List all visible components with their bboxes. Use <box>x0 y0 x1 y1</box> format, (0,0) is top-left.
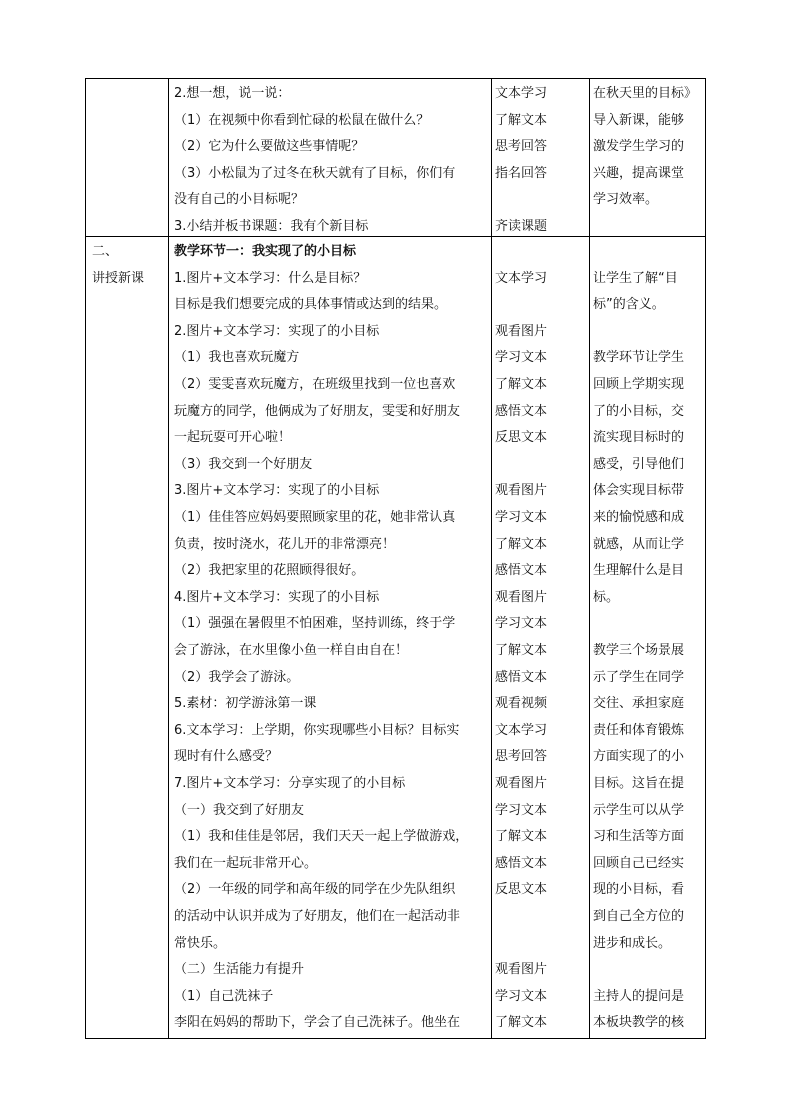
design-intent-line: 在秋天里的目标》 <box>593 86 698 101</box>
design-intent-line: 学习效率。 <box>593 192 659 208</box>
design-intent-line: 生理解什么是目 <box>593 563 685 579</box>
design-intent-line: 到自己全方位的 <box>593 909 685 924</box>
content-line: 3.小结并板书课题：我有个新目标 <box>174 219 369 234</box>
content-line: 现时有什么感受？ <box>174 749 279 765</box>
content-line: （2）一年级的同学和高年级的同学在少先队组织 <box>174 882 456 898</box>
content-line: 李阳在妈妈的帮助下，学会了自己洗袜子。他坐在 <box>174 1015 461 1031</box>
activity-line: 指名回答 <box>495 165 548 181</box>
design-intent-line: 激发学生学习的 <box>593 139 685 155</box>
content-line: 一起玩耍可开心啦！ <box>174 430 292 446</box>
design-intent-line: 目标。这旨在提 <box>593 776 685 791</box>
activity-line: 感悟文本 <box>495 669 548 685</box>
design-intent-line: 让学生了解“目 <box>593 270 678 286</box>
table-bottom-border <box>86 1038 706 1039</box>
activity-line: 观看图片 <box>495 589 548 605</box>
design-intent-line: 示学生可以从学 <box>593 802 685 818</box>
content-line: 4.图片+文本学习：实现了的小目标 <box>174 589 380 605</box>
activity-line: 学习文本 <box>495 988 548 1004</box>
content-line: 教学环节一：我实现了的小目标 <box>174 244 357 259</box>
activity-line: 反思文本 <box>495 430 548 446</box>
content-line: （1）强强在暑假里不怕困难，坚持训练，终于学 <box>174 616 456 632</box>
activity-line: 了解文本 <box>495 1015 548 1031</box>
content-line: （3）小松鼠为了过冬在秋天就有了目标，你们有 <box>174 165 456 181</box>
activity-line: 了解文本 <box>495 829 548 845</box>
design-intent-line: 感受，引导他们 <box>593 456 685 472</box>
activity-line: 感悟文本 <box>495 563 548 579</box>
column-divider <box>168 79 169 1039</box>
column-divider <box>589 79 590 1039</box>
content-line: 我们在一起玩非常开心。 <box>174 855 318 871</box>
design-intent-line: 示了学生在同学 <box>593 669 685 685</box>
design-intent-line: 回顾上学期实现 <box>593 377 685 392</box>
activity-line: 齐读课题 <box>495 219 548 234</box>
design-intent-line: 标。 <box>593 589 620 605</box>
table-right-border <box>705 79 706 1039</box>
content-line: （二）生活能力有提升 <box>174 962 305 978</box>
design-intent-line: 流实现目标时的 <box>593 430 685 446</box>
content-line: 玩魔方的同学，他俩成为了好朋友，雯雯和好朋友 <box>174 403 461 419</box>
activity-line: 文本学习 <box>495 86 548 101</box>
content-line: 6.文本学习：上学期，你实现哪些小目标？目标实 <box>174 722 460 738</box>
column-divider <box>491 79 492 1039</box>
content-line: 7.图片+文本学习：分享实现了的小目标 <box>174 776 406 791</box>
content-line: （2）我把家里的花照顾得很好。 <box>174 563 365 579</box>
activity-line: 思考回答 <box>495 139 548 155</box>
content-line: 会了游泳，在水里像小鱼一样自由自在！ <box>174 643 409 658</box>
design-intent-line: 教学环节让学生 <box>593 350 685 366</box>
content-line: （1）在视频中你看到忙碌的松鼠在做什么？ <box>174 112 430 128</box>
content-line: 1.图片+文本学习：什么是目标？ <box>174 270 367 286</box>
design-intent-line: 来的愉悦感和成 <box>593 510 685 525</box>
content-line: （2）它为什么要做这些事情呢？ <box>174 139 365 155</box>
activity-line: 了解文本 <box>495 112 548 128</box>
content-line: 5.素材：初学游泳第一课 <box>174 696 317 712</box>
activity-line: 观看视频 <box>495 696 548 712</box>
activity-line: 观看图片 <box>495 483 548 499</box>
design-intent-line: 主持人的提问是 <box>593 988 685 1004</box>
lesson-plan-table <box>85 78 706 1039</box>
design-intent-line: 导入新课，能够 <box>593 112 685 128</box>
activity-line: 反思文本 <box>495 882 548 898</box>
design-intent-line: 教学三个场景展 <box>593 643 685 658</box>
design-intent-line: 责任和体育锻炼 <box>593 722 685 738</box>
content-line: （2）我学会了游泳。 <box>174 669 300 685</box>
activity-line: 学习文本 <box>495 802 548 818</box>
content-line: （3）我交到一个好朋友 <box>174 456 313 472</box>
design-intent-line: 了的小目标，交 <box>593 403 685 419</box>
design-intent-line: 回顾自己已经实 <box>593 855 685 871</box>
content-line: 负责，按时浇水，花儿开的非常漂亮！ <box>174 536 396 552</box>
content-line: 目标是我们想要完成的具体事情或达到的结果。 <box>174 297 448 313</box>
stage-label: 二、 <box>92 244 119 259</box>
design-intent-line: 习和生活等方面 <box>593 829 685 845</box>
design-intent-line: 标”的含义。 <box>593 297 665 313</box>
design-intent-line: 就感，从而让学 <box>593 536 685 552</box>
activity-line: 观看图片 <box>495 962 548 978</box>
activity-line: 了解文本 <box>495 377 548 392</box>
design-intent-line: 现的小目标，看 <box>593 882 685 898</box>
activity-line: 思考回答 <box>495 749 548 765</box>
activity-line: 了解文本 <box>495 643 548 658</box>
activity-line: 观看图片 <box>495 776 548 791</box>
content-line: （2）雯雯喜欢玩魔方，在班级里找到一位也喜欢 <box>174 377 456 392</box>
content-line: （1）自己洗袜子 <box>174 988 274 1004</box>
design-intent-line: 兴趣，提高课堂 <box>593 165 685 181</box>
activity-line: 学习文本 <box>495 616 548 632</box>
activity-line: 了解文本 <box>495 536 548 552</box>
content-line: （1）我和佳佳是邻居，我们天天一起上学做游戏， <box>174 829 469 845</box>
content-line: 常快乐。 <box>174 935 227 951</box>
stage-label: 讲授新课 <box>92 270 145 286</box>
content-line: 没有自己的小目标呢？ <box>174 192 305 208</box>
activity-line: 感悟文本 <box>495 855 548 871</box>
content-line: 3.图片+文本学习：实现了的小目标 <box>174 483 380 499</box>
content-line: 2.图片+文本学习：实现了的小目标 <box>174 323 380 339</box>
activity-line: 学习文本 <box>495 350 548 366</box>
design-intent-line: 方面实现了的小 <box>593 749 685 765</box>
content-line: 的活动中认识并成为了好朋友，他们在一起活动非 <box>174 909 461 924</box>
design-intent-line: 体会实现目标带 <box>593 483 685 499</box>
design-intent-line: 进步和成长。 <box>593 935 672 951</box>
content-line: （1）佳佳答应妈妈要照顾家里的花，她非常认真 <box>174 510 456 525</box>
design-intent-line: 本板块教学的核 <box>593 1015 685 1031</box>
content-line: （1）我也喜欢玩魔方 <box>174 350 300 366</box>
activity-line: 感悟文本 <box>495 403 548 419</box>
activity-line: 观看图片 <box>495 323 548 339</box>
content-line: 2.想一想，说一说： <box>174 86 291 101</box>
activity-line: 学习文本 <box>495 510 548 525</box>
activity-line: 文本学习 <box>495 722 548 738</box>
design-intent-line: 交往、承担家庭 <box>593 696 685 712</box>
content-line: （一）我交到了好朋友 <box>174 802 305 818</box>
activity-line: 文本学习 <box>495 270 548 286</box>
